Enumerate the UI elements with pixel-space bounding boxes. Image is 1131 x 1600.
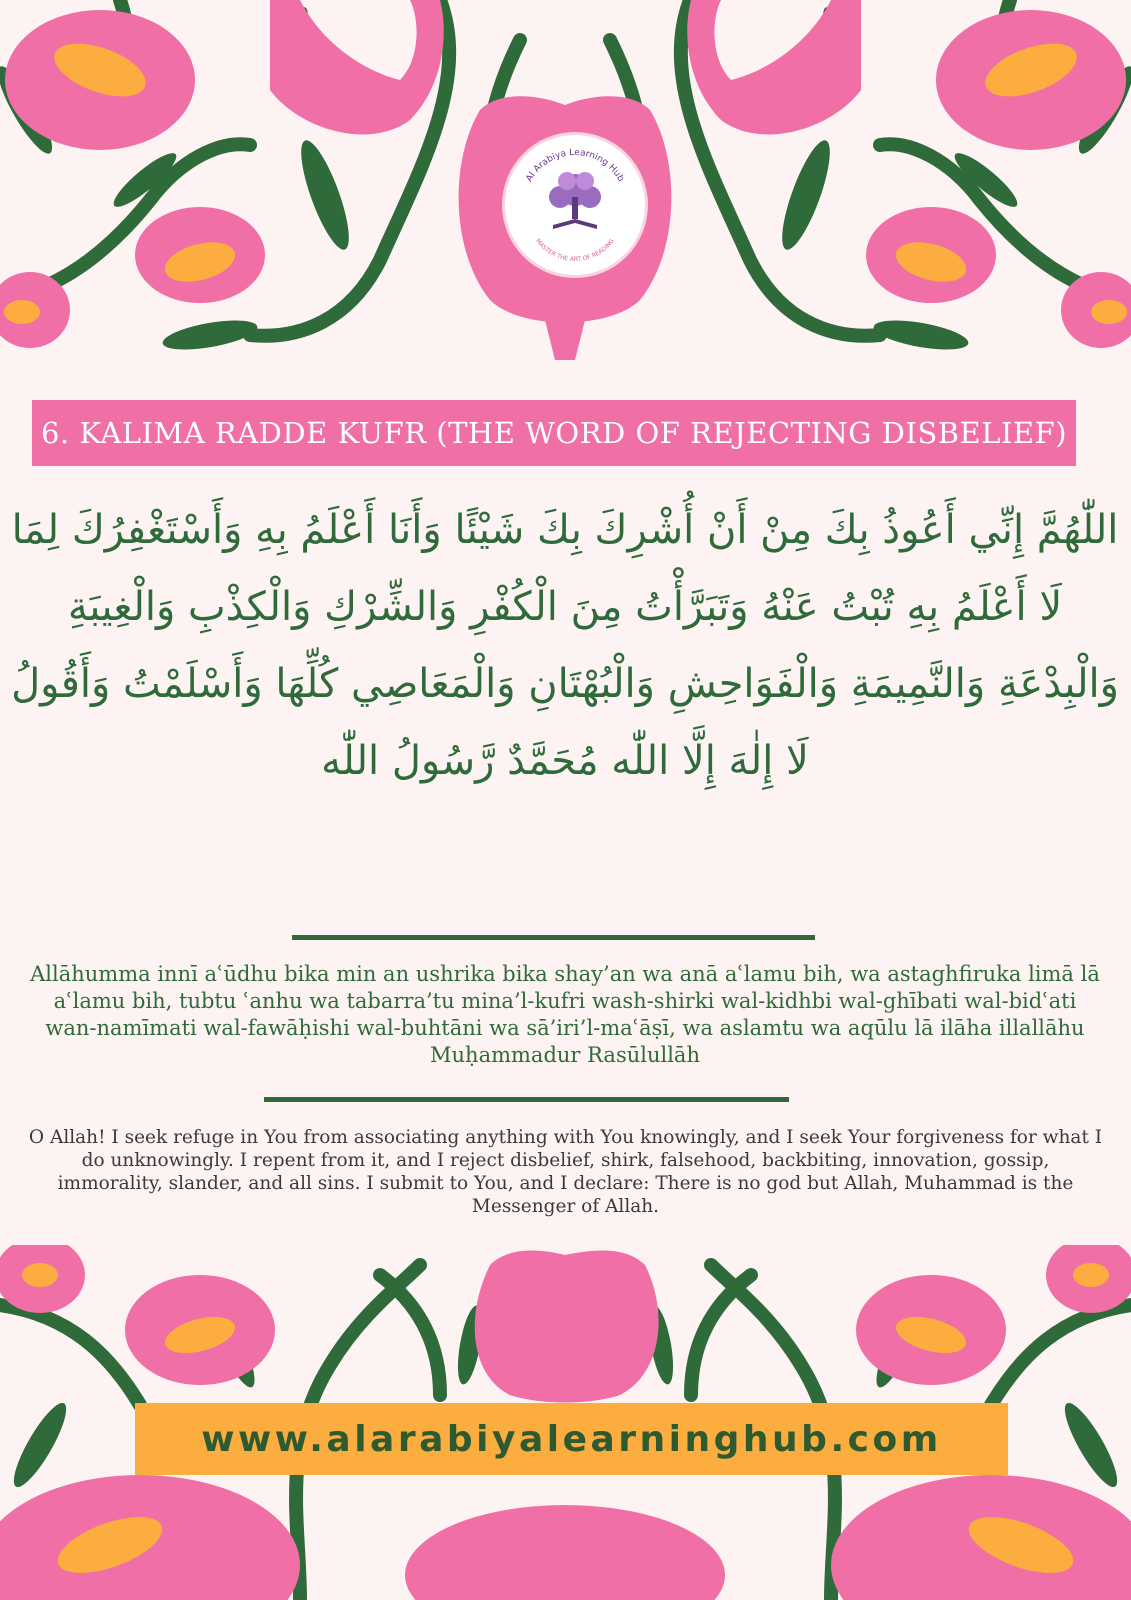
divider xyxy=(264,1097,789,1102)
logo xyxy=(505,135,645,275)
page-title: 6. KALIMA RADDE KUFR (THE WORD OF REJECTING DISBELIEF) xyxy=(32,400,1076,466)
svg-text:MASTER THE ART OF READING xyxy=(534,237,616,263)
logo-ring-text-top: Al Arabiya Learning Hub xyxy=(524,147,626,184)
tree-book-reader-icon xyxy=(505,135,645,275)
translation-text: O Allah! I seek refuge in You from associating anything with You knowingly, and I seek Your forgiveness for what I do unknowingly. I repent from it, and I reject disbelief, shirk, falsehood, backbiting, innovation, gossip, immorality, slander, and all sins. I submit to You, and I declare: There is no god but Allah, Muhammad is the Messenger of Allah. xyxy=(28,1127,1103,1217)
divider xyxy=(292,935,815,940)
logo-ring-text-bottom: MASTER THE ART OF READING xyxy=(534,237,616,264)
arabic-text: اللّٰهُمَّ إِنِّي أَعُوذُ بِكَ مِنْ أَنْ أُشْرِكَ بِكَ شَيْئًا وَأَنَا أَعْلَمُ بِهِ وَأَسْتَغْفِرُكَ لِمَا لَا أَعْلَمُ بِهِ تُبْتُ عَنْهُ وَتَبَرَّأْتُ مِنَ الْكُفْرِ وَالشِّرْكِ وَالْكِذْبِ وَالْغِيبَةِ وَالْبِدْعَةِ وَالنَّمِيمَةِ وَالْفَوَاحِشِ وَالْبُهْتَانِ وَالْمَعَاصِي كُلِّهَا وَأَسْلَمْتُ وَأَقُولُ لَا إِلٰهَ إِلَّا اللّٰه مُحَمَّدٌ رَّسُولُ اللّٰه xyxy=(11,507,1119,784)
transliteration-text: Allāhumma innī aʿūdhu bika min an ushrika bika shay’an wa anā aʿlamu bih, wa astaghfiruka limā lā aʿlamu bih, tubtu ʿanhu wa tabarra’tu mina’l-kufri wash-shirki wal-kidhbi wal-ghībati wal-bidʿati wan-namīmati wal-fawāḥishi wal-buhtāni wa sā’iri’l-maʿāṣī, wa aslamtu wa aqūlu lā ilāha illallāhu Muḥammadur Rasūlullāh xyxy=(30,962,1100,1067)
website-url[interactable]: www.alarabiyalearninghub.com xyxy=(135,1403,1008,1475)
